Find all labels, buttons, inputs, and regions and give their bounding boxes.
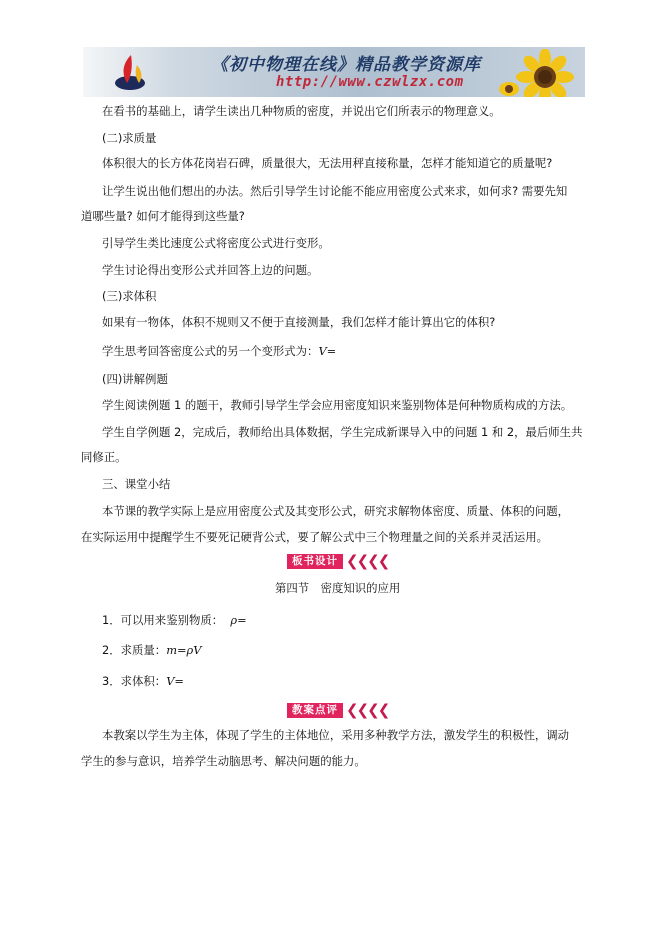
formula: V= — [166, 674, 184, 688]
section-heading-summary: 三、课堂小结 — [102, 477, 171, 491]
board-item-label: 1．可以用来鉴别物质： — [102, 613, 224, 627]
board-item-label: 2．求质量： — [102, 643, 167, 657]
paragraph-text: 学生思考回答密度公式的另一个变形式为： — [102, 344, 319, 358]
paragraph-formula — [102, 340, 336, 362]
paragraph: 本教案以学生为主体，体现了学生的主体地位，采用多种教学方法，激发学生的积极性，调动 — [102, 728, 570, 742]
section-heading-mass: (二)求质量 — [102, 131, 157, 145]
formula: m=ρV — [166, 643, 202, 657]
board-item-3 — [102, 670, 184, 692]
formula: V= — [318, 344, 337, 358]
paragraph-continuation: 在实际运用中提醒学生不要死记硬背公式，要了解公式中三个物理量之间的关系并灵活运用。 — [81, 530, 549, 544]
sunflower-icon — [497, 49, 579, 97]
section-heading-examples: (四)讲解例题 — [102, 372, 168, 386]
formula: ρ= — [230, 613, 247, 627]
paragraph: 在看书的基础上，请学生读出几种物质的密度，并说出它们所表示的物理意义。 — [102, 104, 501, 118]
board-design-ribbon — [287, 554, 388, 569]
banner-title: 《初中物理在线》精品教学资源库 — [211, 55, 481, 75]
paragraph: 引导学生类比速度公式将密度公式进行变形。 — [102, 236, 330, 250]
paragraph-continuation: 同修正。 — [81, 450, 127, 464]
banner-url[interactable]: http://www.czwlzx.com — [276, 74, 464, 90]
board-item-label: 3．求体积： — [102, 674, 167, 688]
chevron-left-icon: ❮❮❮❮ — [346, 552, 389, 570]
paragraph: 学生讨论得出变形公式并回答上边的问题。 — [102, 263, 319, 277]
ribbon-label: 板书设计 — [287, 554, 343, 569]
board-title: 第四节 密度知识的应用 — [275, 581, 401, 595]
paragraph: 如果有一物体，体积不规则又不便于直接测量，我们怎样才能计算出它的体积? — [102, 315, 496, 329]
paragraph-continuation: 学生的参与意识，培养学生动脑思考、解决问题的能力。 — [81, 754, 366, 768]
header-banner — [83, 47, 585, 97]
paragraph-continuation: 道哪些量? 如何才能得到这些量? — [81, 209, 245, 223]
paragraph: 让学生说出他们想出的办法。然后引导学生讨论能不能应用密度公式来求，如何求? 需要先知 — [102, 184, 568, 198]
board-item-2 — [102, 639, 201, 661]
paragraph: 本节课的教学实际上是应用密度公式及其变形公式，研究求解物体密度、质量、体积的问题， — [102, 504, 570, 518]
ribbon-label: 教案点评 — [287, 703, 343, 718]
paragraph: 学生阅读例题 1 的题干，教师引导学生学会应用密度知识来鉴别物体是何种物质构成的方法。 — [102, 398, 573, 412]
logo-icon — [113, 51, 151, 93]
board-item-1 — [102, 609, 247, 631]
chevron-left-icon: ❮❮❮❮ — [346, 701, 389, 719]
section-heading-volume: (三)求体积 — [102, 289, 157, 303]
paragraph: 体积很大的长方体花岗岩石碑，质量很大，无法用秤直接称量，怎样才能知道它的质量呢? — [102, 156, 553, 170]
paragraph: 学生自学例题 2，完成后，教师给出具体数据，学生完成新课导入中的问题 1 和 2，最后师生共 — [102, 425, 583, 439]
lesson-comment-ribbon — [287, 703, 388, 718]
